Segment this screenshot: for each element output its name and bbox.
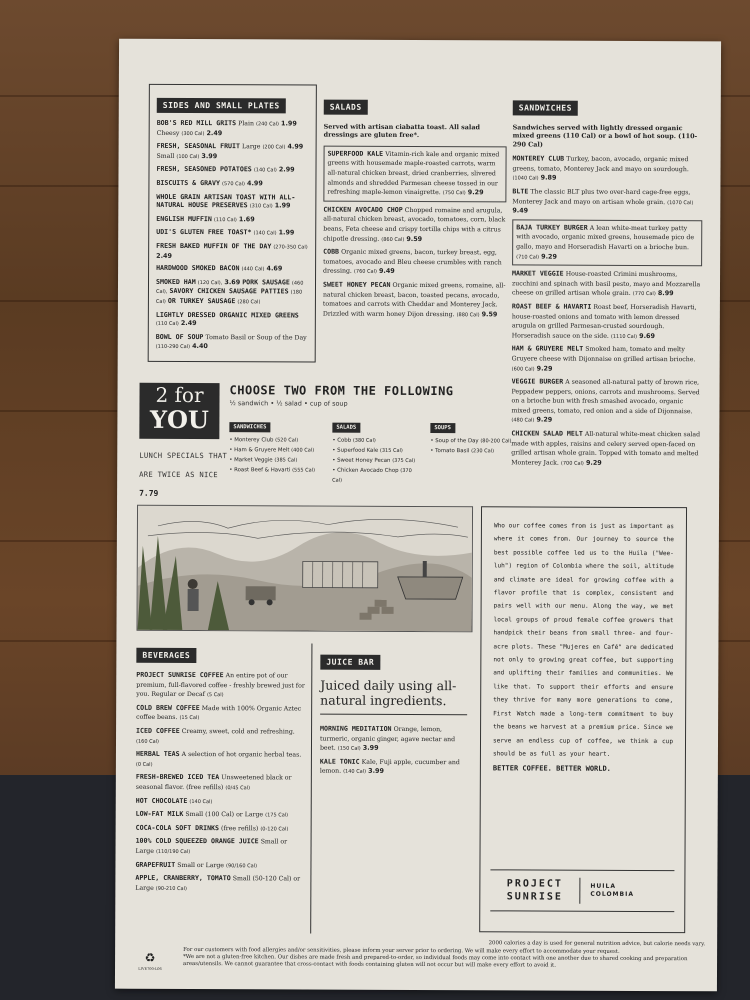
salads-item bbox=[323, 281, 506, 320]
sides-item-cal: (140 Cal) bbox=[253, 167, 277, 174]
you-logo-text: YOU bbox=[149, 404, 209, 435]
beverages-item bbox=[136, 671, 306, 701]
sandwiches-item-name: VEGGIE BURGER bbox=[511, 377, 564, 386]
option-name: Tomato Basil bbox=[435, 448, 470, 455]
sides-item-price: 3.69 bbox=[224, 277, 241, 286]
sandwiches-item-desc: All-natural white-meat chicken salad made with apples, raisins and celery served open-faced on grilled artisan whole grain. Topped with tomato and melted Monterey Jack. bbox=[511, 430, 701, 467]
sides-item-price: 2.49 bbox=[156, 251, 172, 260]
option-cal: (555 Cal) bbox=[292, 467, 316, 474]
option-cal: (315 Cal) bbox=[379, 447, 403, 454]
beverages-item-name: COLD BREW COFFEE bbox=[136, 703, 200, 712]
two-for-you-option bbox=[229, 435, 324, 445]
logo-sunrise-text: SUNRISE bbox=[506, 891, 563, 903]
sides-item-cal: (270-350 Cal) bbox=[273, 244, 308, 251]
sandwiches-item-price: 9.29 bbox=[585, 458, 602, 467]
two-for-you-option bbox=[332, 466, 422, 486]
salads-item-name: CHICKEN AVOCADO CHOP bbox=[323, 205, 403, 214]
recycle-label: LIVE700-L06 bbox=[138, 966, 162, 971]
beverages-item-cal: (175 Cal) bbox=[265, 812, 289, 819]
beverages-item bbox=[136, 796, 306, 806]
sandwiches-item-desc: House-roasted Crimini mushrooms, zucchini and spinach with basil pesto, mayo and Mozzarella cheese on grilled artisan whole grain. bbox=[511, 270, 701, 298]
salads-item-cal: (750 Cal) bbox=[442, 190, 466, 197]
sandwiches-item-price: 9.29 bbox=[536, 364, 553, 373]
juice_bar-item-name: KALE TONIC bbox=[319, 757, 360, 766]
beverages-item bbox=[135, 874, 305, 894]
logo-project-text: PROJECT bbox=[506, 878, 563, 890]
option-cal: (375 Cal) bbox=[392, 457, 416, 464]
beverages-item-name: HERBAL TEAS bbox=[135, 749, 180, 759]
two-for-logo-text: 2 for bbox=[155, 382, 204, 408]
two-for-you-option bbox=[229, 465, 324, 475]
beverages-item-name: LOW-FAT MILK bbox=[135, 809, 184, 819]
salads-item-price: 9.59 bbox=[481, 309, 498, 319]
sides-item bbox=[156, 264, 308, 274]
sides-item-cal: (120 Cal), bbox=[197, 279, 223, 286]
beverages-item-name: COCA-COLA SOFT DRINKS bbox=[135, 823, 220, 832]
sides-header: SIDES AND SMALL PLATES bbox=[157, 98, 286, 114]
beverages-item-cal: (90/160 Cal) bbox=[226, 862, 258, 869]
option-cal: (370 Cal) bbox=[332, 467, 412, 484]
option-name: Sweet Honey Pecan bbox=[337, 457, 391, 464]
salads-item-price: 9.49 bbox=[378, 267, 395, 276]
beverages-item bbox=[136, 727, 306, 747]
sandwiches-item-price: 9.89 bbox=[540, 173, 557, 183]
sandwiches-item-desc: A lean white-meat turkey patty with avocado, organic mixed greens, housemade pico de gallo, mayo and Horseradish Havarti on a brioche bun. bbox=[516, 224, 695, 252]
salads-item-price: 9.29 bbox=[467, 188, 484, 197]
sandwiches-item-price: 9.29 bbox=[536, 415, 553, 425]
coffee-story-closing: BETTER COFFEE. BETTER WORLD. bbox=[492, 764, 611, 774]
sides-item-cal: (200 Cal) bbox=[262, 144, 286, 151]
sandwiches-item-desc: Smoked ham, tomato and melty Gruyere cheese with Dijonnaise on grilled artisan brioche. bbox=[511, 346, 696, 364]
beverages-item-name: GRAPEFRUIT bbox=[135, 860, 176, 869]
sides-item-cal: (440 Cal) bbox=[241, 266, 265, 273]
sandwiches-item-price: 9.69 bbox=[639, 331, 655, 340]
two-for-you-option bbox=[332, 446, 422, 456]
sides-item-price: 4.69 bbox=[266, 264, 283, 273]
sides-item-price: 2.49 bbox=[180, 319, 197, 328]
salads-column bbox=[323, 95, 507, 324]
coffee-farm-illustration bbox=[136, 505, 473, 632]
sides-item-price: 1.99 bbox=[281, 119, 297, 128]
beverages-item bbox=[136, 750, 306, 770]
beverages-item-name: 100% COLD SQUEEZED ORANGE JUICE bbox=[135, 837, 259, 846]
salads-item-desc: Organic mixed greens, romaine, all-natural chicken breast, bacon, toasted pecans, avocado, tomatoes and carrots with Cheddar and Monterey Jack. Drizzled with warm honey Dijon dressing. bbox=[322, 281, 506, 318]
coffee-story-box bbox=[479, 506, 687, 933]
beverages-item-desc: Small (100 Cal) or Large bbox=[185, 811, 264, 819]
sides-item-price: 2.99 bbox=[278, 165, 295, 174]
beverages-item-cal: (15 Cal) bbox=[179, 715, 200, 722]
sides-item-name: FRESH BAKED MUFFIN OF THE DAY bbox=[156, 241, 272, 251]
beverages-item-name: HOT CHOCOLATE bbox=[135, 796, 188, 805]
salads-item-name: SWEET HONEY PECAN bbox=[322, 280, 391, 289]
footer bbox=[125, 939, 705, 976]
salads-item bbox=[323, 205, 506, 244]
sides-item-name: BOB'S RED MILL GRITS bbox=[156, 118, 237, 128]
sandwiches-item-name: MONTEREY CLUB bbox=[512, 154, 565, 163]
beverages-item-cal: (0 Cal) bbox=[135, 761, 153, 768]
juice_bar-item-desc: Orange, lemon, turmeric, organic ginger, agave nectar and beet. bbox=[319, 725, 456, 752]
sandwiches-item-desc: Turkey, bacon, avocado, organic mixed greens, tomato, Monterey Jack and mayo on sourdough. bbox=[512, 155, 689, 173]
two-for-you-option bbox=[229, 445, 324, 455]
sandwiches-item bbox=[512, 219, 702, 266]
juice-bar-tagline: Juiced daily using all-natural ingredients. bbox=[320, 678, 467, 716]
sandwiches-item-name: BAJA TURKEY BURGER bbox=[516, 223, 588, 232]
salads-item-name: SUPERFOOD KALE bbox=[327, 149, 384, 158]
two-for-you-subheading: ½ sandwich • ½ salad • cup of soup bbox=[229, 399, 348, 408]
sandwiches-item-name: MARKET VEGGIE bbox=[512, 269, 564, 278]
option-name: Roast Beef & Havarti bbox=[234, 467, 291, 474]
sides-item bbox=[157, 142, 309, 162]
option-name: Market Veggie bbox=[234, 457, 273, 464]
juice_bar-item bbox=[320, 725, 467, 754]
beverages-item-cal: (5 Cal) bbox=[206, 692, 224, 699]
logo-huila-text: HUILA bbox=[590, 882, 616, 890]
option-cal: (400 Cal) bbox=[291, 447, 315, 454]
sides-item-desc2: Small bbox=[156, 152, 175, 160]
sandwiches-item-cal: (1070 Cal) bbox=[667, 199, 694, 206]
sandwiches-item bbox=[512, 270, 702, 300]
beverages-item bbox=[135, 860, 305, 870]
menu-sheet bbox=[115, 39, 721, 992]
sides-item-price2: 2.49 bbox=[206, 128, 223, 137]
two-for-you-option bbox=[332, 436, 422, 446]
sandwiches-item bbox=[512, 345, 702, 375]
sides-item bbox=[156, 278, 308, 307]
two-soups-label: SOUPS bbox=[430, 423, 455, 433]
beverages-item-desc: A selection of hot organic herbal teas. bbox=[181, 751, 302, 759]
sides-item bbox=[156, 215, 308, 225]
beverages-item bbox=[136, 810, 306, 820]
recycle-icon: ♻ bbox=[144, 950, 156, 965]
beverages-item-desc: Creamy, sweet, cold and refreshing. bbox=[181, 727, 295, 736]
two-for-you-logo bbox=[139, 383, 219, 439]
sides-item-name3: SAVORY CHICKEN SAUSAGE PATTIES bbox=[169, 287, 289, 296]
sides-item-cal4: (280 Cal) bbox=[237, 299, 261, 306]
sides-item-price: 1.69 bbox=[238, 214, 255, 224]
two-salads-label: SALADS bbox=[332, 423, 360, 433]
sides-item-cal: (140 Cal) bbox=[253, 230, 277, 237]
sides-item bbox=[156, 165, 308, 175]
option-cal: (230 Cal) bbox=[471, 448, 495, 455]
sandwiches-item-price: 9.29 bbox=[541, 252, 557, 261]
option-name: Cobb bbox=[337, 437, 352, 444]
sides-item-price: 4.40 bbox=[192, 342, 208, 351]
option-name: Ham & Gruyere Melt bbox=[234, 447, 290, 454]
two-for-you-tagline-block bbox=[139, 443, 229, 500]
beverages-item-name: FRESH-BREWED ICED TEA bbox=[135, 773, 220, 782]
sides-item bbox=[156, 310, 308, 329]
beverages-item-desc: An entire pot of our premium, full-flavored coffee - freshly brewed just for you. Regular or Decaf bbox=[136, 672, 305, 699]
beverages-item-desc: (free refills) bbox=[221, 824, 259, 833]
sandwiches-item-name: BLTE bbox=[512, 187, 529, 196]
beverages-item-desc: Small or Large bbox=[177, 861, 224, 869]
sandwiches-item-desc: A seasoned all-natural patty of brown rice, Peppadew peppers, onions, carrots and mushrooms. Served on a brioche bun with fresh smashed avocado, organic mixed greens, tomato, red onion and a side of Dijonnaise. bbox=[511, 378, 700, 416]
sides-item-price: 1.99 bbox=[274, 201, 291, 210]
salads-intro: Served with artisan ciabatta toast. All salad dressings are gluten free*. bbox=[323, 122, 480, 140]
sides-item-name: BISCUITS & GRAVY bbox=[156, 178, 220, 188]
beverages-item-cal: (140 Cal) bbox=[189, 798, 213, 805]
sides-item-name: WHOLE GRAIN ARTISAN TOAST WITH ALL-NATURAL HOUSE PRESERVES bbox=[156, 192, 296, 210]
salads-item bbox=[323, 248, 506, 278]
sides-box bbox=[148, 84, 317, 363]
beverages-item-desc: Small (50-120 Cal) or Large bbox=[135, 875, 301, 892]
juice_bar-item-cal: (140 Cal) bbox=[343, 769, 367, 776]
sandwiches-item-name: HAM & GRUYERE MELT bbox=[511, 344, 584, 354]
sides-item-desc: Plain bbox=[238, 120, 254, 128]
sandwiches-item-desc: The classic BLT plus two over-hard cage-free eggs, Monterey Jack and mayo on artisan whole grain. bbox=[512, 188, 691, 206]
juice_bar-item-price: 3.99 bbox=[362, 743, 379, 753]
sides-item bbox=[156, 192, 308, 211]
salads-item-desc: Vitamin-rich kale and organic mixed greens with housemade maple-roasted carrots, warm all-natural chicken breast, dried cranberries, slivered almonds and shredded Parmesan cheese tossed in our refreshing maple-lemon vinaigrette. bbox=[327, 150, 500, 197]
salads-item bbox=[323, 145, 506, 202]
sides-item-price: 1.99 bbox=[278, 228, 295, 237]
sides-item-name: FRESH, SEASONED POTATOES bbox=[156, 165, 252, 174]
salads-item-cal: (760 Cal) bbox=[353, 269, 377, 276]
sides-item-name2: PORK SAUSAGE bbox=[242, 277, 290, 287]
beverages-item bbox=[136, 704, 306, 724]
sides-item-cal: (310 Cal) bbox=[249, 203, 273, 210]
sandwiches-item-desc: Roast beef, Horseradish Havarti, house-roasted onions and tomato with lemon dressed arugula on grilled Parmesan-crusted sourdough. Horseradish sauce on the side. bbox=[511, 303, 697, 340]
sides-item bbox=[157, 119, 309, 139]
beverages-item-desc: Small or Large bbox=[135, 838, 288, 855]
sides-item bbox=[156, 333, 308, 353]
sides-item-cal2: (460 Cal), bbox=[155, 280, 304, 296]
sandwiches-item bbox=[512, 187, 702, 216]
sandwiches-item-name: CHICKEN SALAD MELT bbox=[511, 429, 583, 438]
salads-item-desc: Chopped romaine and arugula, all-natural chicken breast, avocado, tomatoes, corn, black beans, Feta cheese and crispy tortilla chips with a citrus chipotle dressing. bbox=[323, 206, 506, 243]
juice-bar-header: JUICE BAR bbox=[320, 655, 380, 670]
sides-item-cal: (240 Cal) bbox=[255, 121, 279, 128]
sides-item-cal: (110-290 Cal) bbox=[155, 344, 191, 351]
beverages-item-cal: (0/45 Cal) bbox=[225, 785, 251, 792]
allergy-note: For our customers with food allergies and/or sensitivities, please inform your server prior to ordering. We will make every effort to accommodate your request. bbox=[183, 946, 620, 955]
sides-item bbox=[156, 242, 308, 261]
sides-item-cal: (110 Cal) bbox=[155, 320, 179, 328]
sandwiches-item-cal: (770 Cal) bbox=[632, 291, 656, 298]
sandwiches-item-cal: (710 Cal) bbox=[516, 253, 540, 261]
juice-bar-box bbox=[310, 644, 475, 935]
two-for-you-option bbox=[332, 456, 422, 466]
sandwiches-item-cal: (1040 Cal) bbox=[512, 175, 539, 182]
sides-item-cal: (570 Cal) bbox=[222, 181, 246, 188]
beverages-item bbox=[136, 823, 306, 833]
sandwiches-item bbox=[511, 429, 701, 468]
beverages-item-cal: (90-210 Cal) bbox=[155, 885, 187, 892]
beverages-item-cal: (110/190 Cal) bbox=[155, 848, 191, 855]
sides-item-name: LIGHTLY DRESSED ORGANIC MIXED GREENS bbox=[155, 310, 299, 319]
two-for-you-tagline: LUNCH SPECIALS THAT ARE TWICE AS NICE bbox=[139, 450, 228, 480]
beverages-item-desc: Unsweetened black or seasonal flavor. (free refills) bbox=[135, 774, 292, 792]
beverages-column bbox=[135, 643, 306, 898]
sides-item-price: 4.99 bbox=[287, 142, 304, 151]
sides-item-cal: (110 Cal) bbox=[213, 216, 237, 223]
sides-item bbox=[156, 179, 308, 189]
sides-item-cal2: (300 Cal) bbox=[181, 130, 205, 137]
two-for-you-option bbox=[229, 455, 324, 465]
farm-landscape-image bbox=[137, 506, 473, 632]
sandwiches-item bbox=[512, 302, 702, 341]
beverages-item-desc: Made with 100% Organic Aztec coffee beans. bbox=[136, 704, 302, 722]
coffee-story-text: Who our coffee comes from is just as important as where it comes from. Our journey to source the best possible coffee led us to the Huila ("Wee-luh") region of Colombia where the soil, altitude and climate are ideal for growing coffee with a flavor profile that is complex, consistent and pairs well with our menu. Along the way, we met local groups of proud female coffee growers that handpick their beans from small three- and four-acre plots. These "Mujeres en Café" are dedicated not only to growing great coffee, but supporting and uplifting their families and communities. We like that. To support their efforts and ensure they thrive for many more generations to come, First Watch made a long-term commitment to buy the beans we harvest at a premium price. Since we serve an endless cup of coffee, we think a cup should be as full as your heart. bbox=[492, 522, 674, 758]
salads-item-price: 9.59 bbox=[406, 234, 423, 243]
beverages-item-cal: (0-120 Cal) bbox=[260, 826, 289, 833]
sides-item-price2: 3.99 bbox=[201, 151, 218, 160]
beverages-item-name: ICED COFFEE bbox=[136, 726, 180, 735]
calorie-note: 2000 calories a day is used for general nutrition advice, but calorie needs vary. bbox=[488, 940, 706, 948]
sandwiches-item-name: ROAST BEEF & HAVARTI bbox=[511, 302, 592, 311]
two-for-you-heading: CHOOSE TWO FROM THE FOLLOWING bbox=[229, 383, 454, 399]
sides-item-desc: Large bbox=[242, 143, 261, 151]
logo-colombia-text: COLOMBIA bbox=[590, 890, 635, 898]
option-name: Chicken Avocado Chop bbox=[337, 467, 399, 474]
sides-item-cal3: (180 Cal) bbox=[155, 289, 303, 305]
option-name: Soup of the Day bbox=[435, 438, 479, 445]
salads-item-cal: (880 Cal) bbox=[456, 311, 480, 318]
juice_bar-item-price: 3.99 bbox=[368, 767, 384, 776]
sandwiches-intro: Sandwiches served with lightly dressed organic mixed greens (110 Cal) or a bowl of hot soup. (110-290 Cal) bbox=[512, 123, 698, 149]
sides-item bbox=[156, 228, 308, 238]
salads-item-name: COBB bbox=[323, 247, 340, 256]
beverages-item-name: APPLE, CRANBERRY, TOMATO bbox=[135, 873, 231, 883]
two-for-you-options bbox=[229, 383, 529, 486]
sides-item-name: FRESH, SEASONAL FRUIT bbox=[156, 142, 240, 151]
salads-item-cal: (860 Cal) bbox=[381, 236, 405, 243]
beverages-item bbox=[136, 837, 306, 857]
sides-item-name: ENGLISH MUFFIN bbox=[156, 214, 212, 223]
sides-item-name: BOWL OF SOUP bbox=[155, 332, 204, 341]
option-name: Monterey Club bbox=[234, 437, 274, 444]
beverages-item bbox=[136, 773, 306, 793]
sandwiches-item-cal: (600 Cal) bbox=[511, 365, 535, 373]
juice_bar-item-name: MORNING MEDITATION bbox=[320, 724, 392, 733]
option-cal: (520 Cal) bbox=[275, 437, 299, 444]
sandwiches-item bbox=[511, 378, 701, 427]
sandwiches-column bbox=[511, 95, 703, 472]
sides-item-name: UDI'S GLUTEN FREE TOAST* bbox=[156, 228, 252, 237]
sides-item-name: SMOKED HAM bbox=[155, 277, 196, 286]
salads-header: SALADS bbox=[324, 100, 368, 115]
option-cal: (385 Cal) bbox=[274, 457, 298, 464]
sandwiches-item-price: 9.49 bbox=[512, 206, 529, 215]
project-sunrise-logo bbox=[490, 869, 674, 912]
option-cal: (80-200 Cal) bbox=[480, 438, 512, 445]
two-for-you-price: 7.79 bbox=[139, 488, 159, 498]
sandwiches-item-cal: (700 Cal) bbox=[560, 460, 584, 467]
sides-item-cal2: (100 Cal) bbox=[176, 153, 200, 160]
sides-item-desc: Tomato Basil or Soup of the Day bbox=[205, 333, 307, 342]
sandwiches-item bbox=[512, 155, 702, 185]
two-for-you-option bbox=[430, 436, 520, 446]
sandwiches-item-cal: (1110 Cal) bbox=[610, 333, 638, 340]
option-cal: (380 Cal) bbox=[352, 437, 376, 444]
juice_bar-item bbox=[320, 757, 467, 777]
gluten-note: *We are not a gluten-free kitchen. Our dishes are made fresh and prepared-to-order, so individual foods may come into contact with one another due to shared cooking and preparation areas/utensils. We cannot guarantee that cross-contact with foods containing gluten will not occur but will make every effort to avoid it. bbox=[183, 953, 688, 969]
sides-item-name: HARDWOOD SMOKED BACON bbox=[156, 263, 240, 273]
sandwiches-item-cal: (480 Cal) bbox=[511, 417, 535, 424]
sides-item-desc2: Cheesy bbox=[156, 129, 180, 137]
beverages-item-cal: (160 Cal) bbox=[135, 738, 160, 745]
sandwiches-item-price: 8.99 bbox=[657, 289, 674, 298]
sides-item-price: 4.99 bbox=[247, 179, 263, 188]
salads-item-desc: Organic mixed greens, bacon, turkey breast, egg, tomatoes, avocado and Bleu cheese crumbles with ranch dressing. bbox=[323, 248, 502, 276]
beverages-header: BEVERAGES bbox=[136, 648, 196, 663]
juice_bar-item-cal: (150 Cal) bbox=[337, 745, 361, 752]
juice_bar-item-desc: Kale, Fuji apple, cucumber and lemon. bbox=[319, 758, 460, 776]
beverages-item-name: PROJECT SUNRISE COFFEE bbox=[136, 670, 224, 680]
sides-item-name4: OR TURKEY SAUSAGE bbox=[167, 296, 236, 306]
option-name: Superfood Kale bbox=[337, 447, 379, 454]
two-sandwiches-label: SANDWICHES bbox=[229, 422, 270, 432]
sandwiches-header: SANDWICHES bbox=[513, 100, 578, 115]
two-for-you-option bbox=[430, 446, 520, 456]
